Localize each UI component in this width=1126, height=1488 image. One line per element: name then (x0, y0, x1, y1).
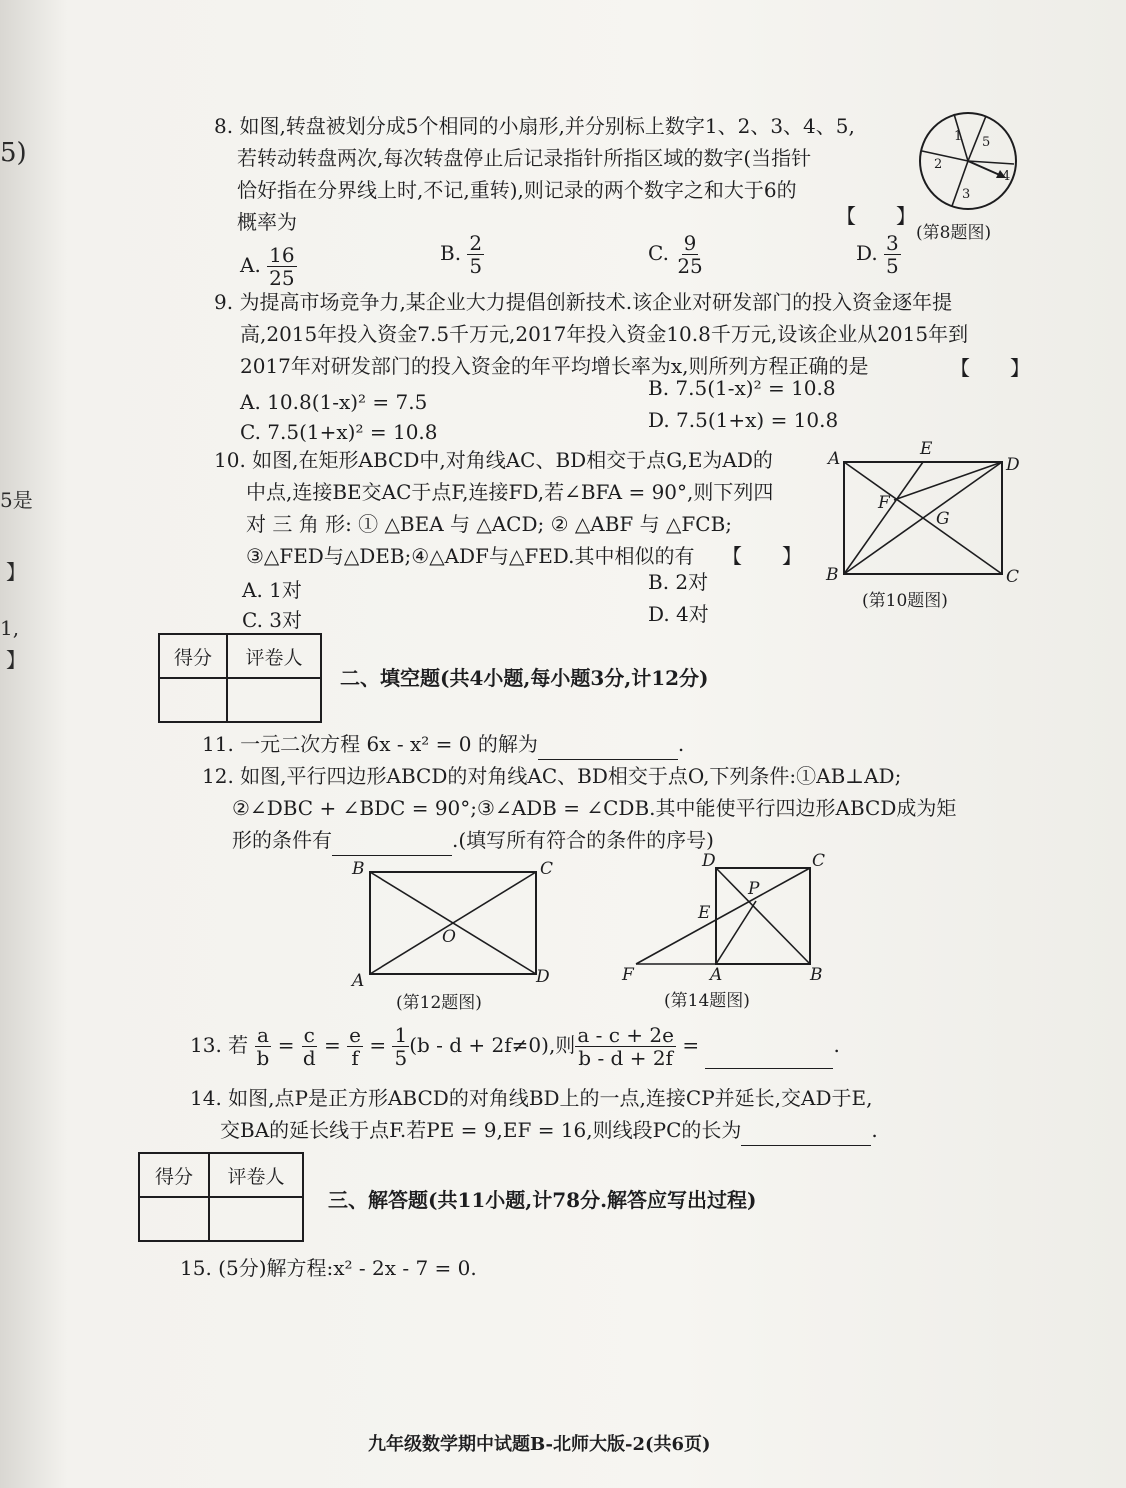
q9-option-a: A. 10.8(1-x)² = 7.5 (240, 390, 428, 414)
spinner-number: 2 (934, 157, 943, 172)
grader-cell[interactable] (227, 678, 321, 722)
spinner-divider (922, 151, 968, 161)
diagonal-db (716, 868, 810, 964)
point-label: D (702, 851, 716, 871)
point-label: D (1006, 455, 1020, 475)
figure-8-caption: (第8题图) (916, 223, 992, 243)
grader-label: 评卷人 (209, 1153, 303, 1197)
q8-option-d: D. $\frac{3}{5}$ (856, 231, 899, 278)
q14-line1: 14. 如图,点P是正方形ABCD的对角线BD上的一点,连接CP并延长,交AD于E, (190, 1086, 873, 1110)
point-label: B (826, 565, 839, 585)
q12-line2: ②∠DBC + ∠BDC = 90°;③∠ADB = ∠CDB.其中能使平行四边形ABCD成为矩 (232, 796, 957, 820)
edge-fragment: 5) (0, 138, 27, 168)
score-box (158, 633, 322, 723)
point-label: B (810, 965, 823, 985)
q10-line4: ③△FED与△DEB;④△ADF与△FED.其中相似的有 (246, 544, 695, 568)
q10-option-c: C. 3对 (242, 608, 303, 632)
q10-line3: 对 三 角 形: ① △BEA 与 △ACD; ② △ABF 与 △FCB; (246, 512, 733, 536)
grader-label: 评卷人 (227, 634, 321, 678)
point-label: E (698, 903, 711, 923)
square-figure-14 (616, 846, 836, 986)
q9-line2: 高,2015年投入资金7.5千万元,2017年投入资金10.8千万元,设该企业从2015年到 (240, 322, 969, 346)
section-3-heading: 三、解答题(共11小题,计78分.解答应写出过程) (328, 1188, 757, 1212)
edge-fragment: 】 (6, 560, 26, 584)
point-label: G (936, 509, 950, 529)
score-box (138, 1152, 304, 1242)
section-2-heading: 二、填空题(共4小题,每小题3分,计12分) (340, 666, 709, 690)
q14-line2: 交BA的延长线于点F.若PE = 9,EF = 16,则线段PC的长为 . (220, 1114, 878, 1146)
grader-cell[interactable] (209, 1197, 303, 1241)
spinner-number: 1 (954, 129, 963, 144)
q10-answer-bracket: 【 】 (722, 544, 802, 568)
q8-option-c: C. $\frac{9}{25}$ (648, 231, 703, 278)
point-label: D (536, 967, 550, 987)
spinner-figure (916, 106, 1020, 216)
figure-14-caption: (第14题图) (664, 991, 750, 1011)
point-label: A (710, 965, 723, 985)
score-cell[interactable] (139, 1197, 209, 1241)
point-label: A (352, 971, 365, 990)
q8-answer-bracket: 【 】 (836, 204, 916, 228)
score-label: 得分 (159, 634, 227, 678)
rectangle-figure-10 (822, 436, 1022, 586)
q11-answer-blank[interactable] (538, 737, 678, 760)
q12-line3: 形的条件有 .(填写所有符合的条件的序号) (232, 824, 714, 856)
q10-option-d: D. 4对 (648, 602, 709, 626)
point-label: C (540, 859, 554, 879)
segment-be (844, 462, 923, 574)
q14-answer-blank[interactable] (741, 1123, 871, 1146)
page-footer: 九年级数学期中试题B-北师大版-2(共6页) (368, 1434, 711, 1455)
q13: 13. 若 $\frac{a}{b}$ = $\frac{c}{d}$ = $\frac{e}{f}$ = $\frac{1}{5}$ (b - d + 2f≠0),则 $\frac{a - c + 2e}{b - d + 2f}$ = . (190, 1023, 840, 1070)
q8-option-b: B. $\frac{2}{5}$ (440, 231, 483, 278)
point-label: E (920, 439, 933, 459)
q9-line1: 9. 为提高市场竞争力,某企业大力提倡创新技术.该企业对研发部门的投入资金逐年提 (214, 290, 953, 314)
q9-option-d: D. 7.5(1+x) = 10.8 (648, 408, 839, 432)
q9-answer-bracket: 【 】 (950, 356, 1030, 380)
q8-line4: 概率为 (237, 210, 297, 234)
point-label: P (748, 879, 760, 899)
point-label: F (878, 493, 890, 513)
edge-fragment: 1, (0, 616, 20, 640)
point-label: C (1006, 567, 1020, 586)
spinner-number: 5 (982, 135, 991, 150)
q9-option-b: B. 7.5(1-x)² = 10.8 (648, 376, 836, 400)
point-label: B (352, 859, 365, 879)
segment-ap (716, 901, 756, 964)
q8-option-a: A. $\frac{16}{25}$ (240, 243, 295, 290)
q10-option-a: A. 1对 (242, 578, 302, 602)
point-label: A (828, 449, 841, 469)
q10-line2: 中点,连接BE交AC于点F,连接FD,若∠BFA = 90°,则下列四 (246, 480, 774, 504)
q11: 11. 一元二次方程 6x - x² = 0 的解为 . (202, 728, 684, 760)
edge-fragment: 】 (6, 648, 26, 672)
q10-line1: 10. 如图,在矩形ABCD中,对角线AC、BD相交于点G,E为AD的 (214, 448, 773, 472)
point-label: C (812, 851, 826, 871)
parallelogram-figure-12 (346, 850, 562, 990)
q8-line2: 若转动转盘两次,每次转盘停止后记录指针所指区域的数字(当指针 (237, 146, 812, 170)
point-label: F (622, 965, 634, 985)
spinner-number: 3 (962, 187, 971, 202)
q13-answer-blank[interactable] (705, 1046, 833, 1069)
q9-line3: 2017年对研发部门的投入资金的年平均增长率为x,则所列方程正确的是 (240, 354, 869, 378)
segment-fc (636, 868, 810, 964)
figure-12-caption: (第12题图) (396, 993, 482, 1013)
edge-fragment: 5是 (0, 488, 33, 512)
q8-line1: 8. 如图,转盘被划分成5个相同的小扇形,并分别标上数字1、2、3、4、5, (214, 114, 855, 138)
score-cell[interactable] (159, 678, 227, 722)
q15: 15. (5分)解方程:x² - 2x - 7 = 0. (180, 1256, 477, 1280)
q9-option-c: C. 7.5(1+x)² = 10.8 (240, 420, 438, 444)
q8-line3: 恰好指在分界线上时,不记,重转),则记录的两个数字之和大于6的 (237, 178, 797, 202)
point-label: O (442, 927, 456, 947)
q10-option-b: B. 2对 (648, 570, 709, 594)
q12-line1: 12. 如图,平行四边形ABCD的对角线AC、BD相交于点O,下列条件:①AB⊥AD; (202, 764, 902, 788)
figure-10-caption: (第10题图) (862, 591, 948, 611)
spinner-number: 4 (1002, 169, 1011, 184)
score-label: 得分 (139, 1153, 209, 1197)
